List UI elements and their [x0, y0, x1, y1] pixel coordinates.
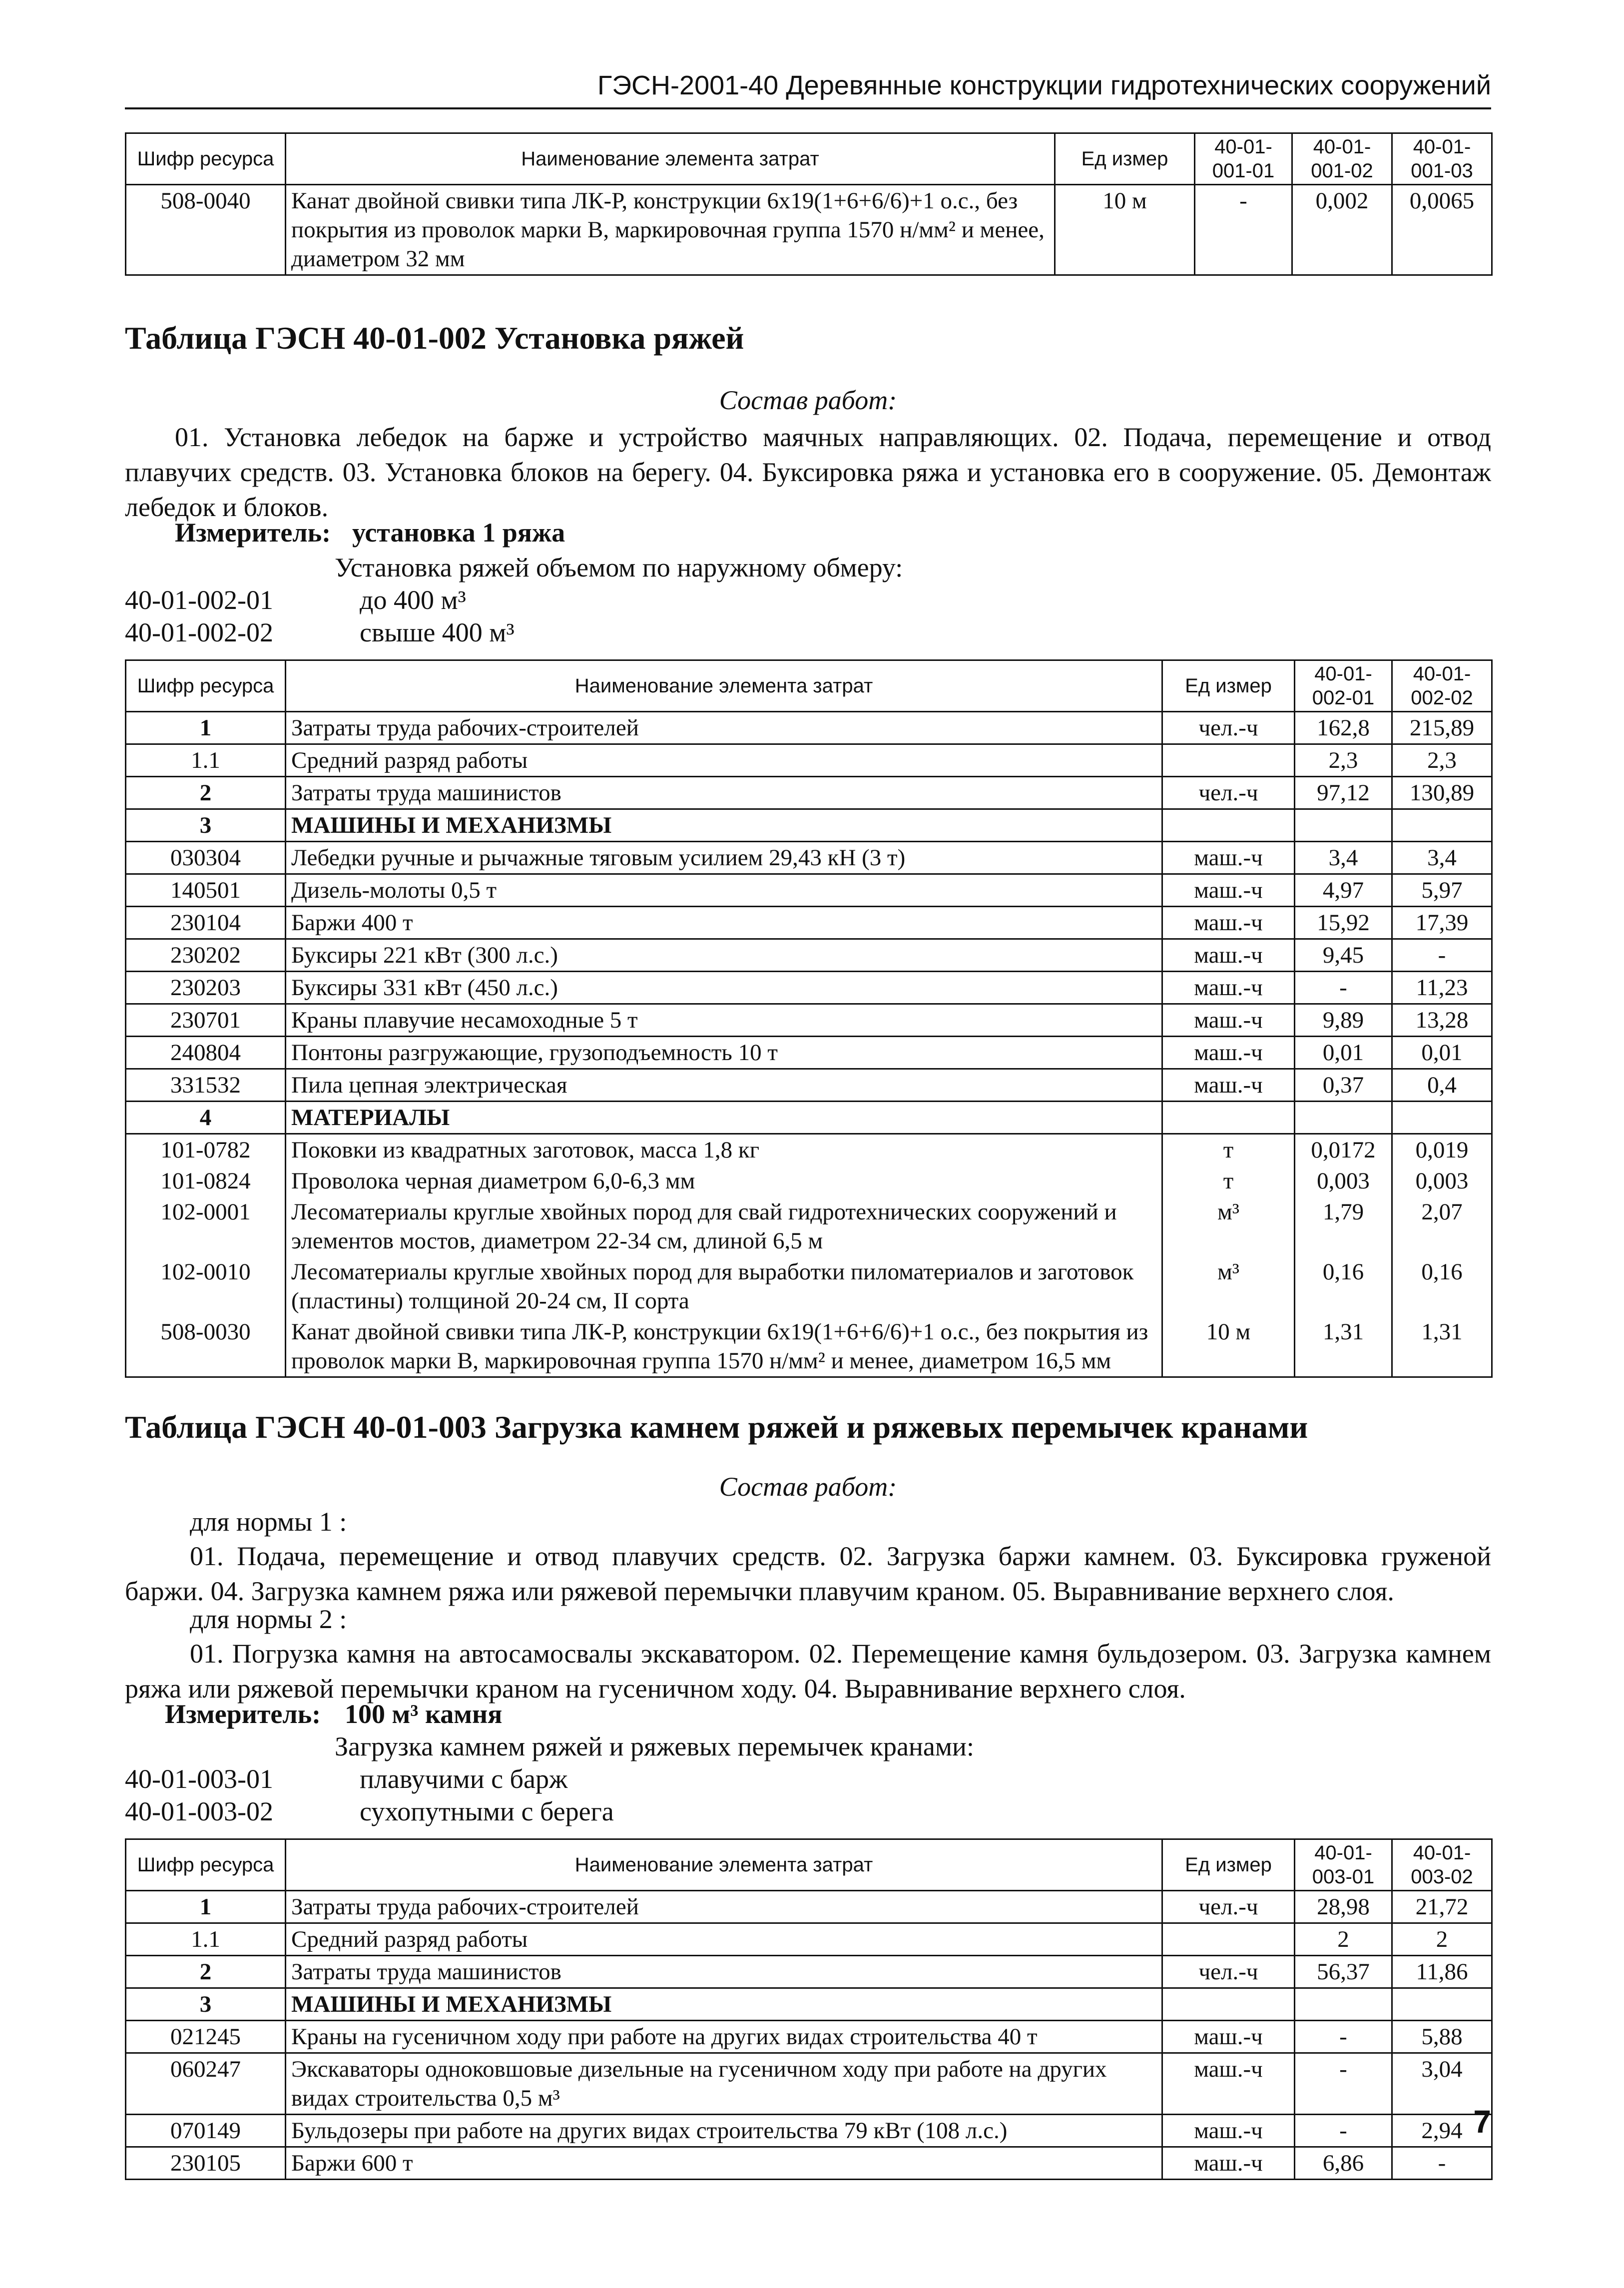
- resource-table-40-01-003: [125, 1838, 1493, 2180]
- norm-value-cell: 15,92: [1295, 907, 1392, 939]
- resource-name-cell: Проволока черная диаметром 6,0-6,3 мм: [286, 1165, 1162, 1196]
- table-row: [126, 2147, 1492, 2180]
- norm-value-cell: 0,0065: [1392, 185, 1492, 275]
- column-header: 40-01-003-01: [1295, 1839, 1392, 1891]
- resource-name-cell: Поковки из квадратных заготовок, масса 1,8 кг: [286, 1134, 1162, 1166]
- resource-name-cell: Лесоматериалы круглые хвойных пород для выработки пиломатериалов и заготовок (пластины) толщиной 20-24 см, II сорта: [286, 1256, 1162, 1316]
- unit-cell: чел.-ч: [1162, 712, 1295, 744]
- unit-cell: [1162, 744, 1295, 777]
- norm-value-cell: 11,23: [1392, 972, 1492, 1004]
- resource-code-cell: 140501: [126, 874, 286, 907]
- unit-cell: маш.-ч: [1162, 2021, 1295, 2053]
- resource-name-cell: Краны на гусеничном ходу при работе на других видах строительства 40 т: [286, 2021, 1162, 2053]
- column-header: 40-01-001-01: [1195, 133, 1292, 185]
- resource-code-cell: 060247: [126, 2053, 286, 2115]
- norm-text: сухопутными с берега: [360, 1796, 614, 1826]
- resource-name-cell: Буксиры 221 кВт (300 л.с.): [286, 939, 1162, 972]
- unit-cell: маш.-ч: [1162, 939, 1295, 972]
- norm-value-cell: 17,39: [1392, 907, 1492, 939]
- work-composition-text: 01. Установка лебедок на барже и устройство маячных направляющих. 02. Подача, перемещение и отвод плавучих средств. 03. Установка блоков на берегу. 04. Буксировка ряжа и установка его в сооружение. 05. Демонтаж лебедок и блоков.: [125, 422, 1491, 522]
- unit-cell: маш.-ч: [1162, 972, 1295, 1004]
- table-title-40-01-002: Таблица ГЭСН 40-01-002 Установка ряжей: [125, 320, 744, 356]
- column-header: 40-01-002-02: [1392, 660, 1492, 712]
- column-header: 40-01-001-02: [1292, 133, 1392, 185]
- table-row: [126, 712, 1492, 744]
- resource-name-cell: МАТЕРИАЛЫ: [286, 1102, 1162, 1134]
- column-header: Шифр ресурса: [126, 1839, 286, 1891]
- resource-code-cell: 021245: [126, 2021, 286, 2053]
- resource-code-cell: 2: [126, 1956, 286, 1988]
- meter-value: установка 1 ряжа: [352, 518, 565, 548]
- norm-value-cell: 0,16: [1295, 1256, 1392, 1316]
- unit-cell: маш.-ч: [1162, 1037, 1295, 1069]
- resource-code-cell: 3: [126, 809, 286, 842]
- norm-value-cell: 97,12: [1295, 777, 1392, 809]
- table-row: [126, 1004, 1492, 1037]
- unit-cell: [1162, 1988, 1295, 2021]
- norm-value-cell: 0,16: [1392, 1256, 1492, 1316]
- table-row: [126, 2021, 1492, 2053]
- table-row: [126, 1134, 1492, 1166]
- norm-value-cell: [1392, 1102, 1492, 1134]
- resource-code-cell: 1: [126, 712, 286, 744]
- resource-code-cell: 1: [126, 1891, 286, 1923]
- column-header: Наименование элемента затрат: [286, 133, 1055, 185]
- resource-code-cell: 2: [126, 777, 286, 809]
- unit-cell: 10 м: [1055, 185, 1195, 275]
- resource-code-cell: 030304: [126, 842, 286, 874]
- unit-cell: маш.-ч: [1162, 2115, 1295, 2147]
- norm-value-cell: 21,72: [1392, 1891, 1492, 1923]
- resource-name-cell: Канат двойной свивки типа ЛК-Р, конструкции 6х19(1+6+6/6)+1 о.с., без покрытия из проволок марки В, маркировочная группа 1570 н/мм² и менее, диаметром 32 мм: [286, 185, 1055, 275]
- norm-value-cell: 9,89: [1295, 1004, 1392, 1037]
- unit-cell: чел.-ч: [1162, 1956, 1295, 1988]
- norm-value-cell: -: [1392, 2147, 1492, 2180]
- table-row: [126, 2053, 1492, 2115]
- column-header: Ед измер: [1162, 1839, 1295, 1891]
- unit-cell: [1162, 1102, 1295, 1134]
- work-composition-heading: Состав работ:: [719, 385, 897, 415]
- resource-code-cell: 230105: [126, 2147, 286, 2180]
- norm-code: 40-01-002-01: [125, 585, 273, 615]
- unit-cell: [1162, 1923, 1295, 1956]
- column-header: 40-01-003-02: [1392, 1839, 1492, 1891]
- table-row: [126, 1956, 1492, 1988]
- norms-subtitle: Установка ряжей объемом по наружному обмеру:: [335, 553, 903, 582]
- norm-value-cell: 0,37: [1295, 1069, 1392, 1102]
- norm-value-cell: [1295, 1988, 1392, 2021]
- resource-code-cell: 1.1: [126, 1923, 286, 1956]
- norm-value-cell: 5,97: [1392, 874, 1492, 907]
- table-row: [126, 972, 1492, 1004]
- column-header: 40-01-001-03: [1392, 133, 1492, 185]
- header-rule: [125, 107, 1491, 109]
- norm-value-cell: [1295, 809, 1392, 842]
- norm-value-cell: 56,37: [1295, 1956, 1392, 1988]
- norm-value-cell: -: [1392, 939, 1492, 972]
- table-row: [126, 1165, 1492, 1196]
- norm-value-cell: 11,86: [1392, 1956, 1492, 1988]
- norm-text: свыше 400 м³: [360, 617, 515, 647]
- norm-value-cell: 1,31: [1295, 1316, 1392, 1377]
- table-row: [126, 939, 1492, 972]
- table-row: [126, 185, 1492, 275]
- norm-value-cell: 0,4: [1392, 1069, 1492, 1102]
- table-row: [126, 1037, 1492, 1069]
- resource-code-cell: 102-0010: [126, 1256, 286, 1316]
- table-row: [126, 1988, 1492, 2021]
- norm-value-cell: 215,89: [1392, 712, 1492, 744]
- norm2-text: 01. Погрузка камня на автосамосвалы экскаватором. 02. Перемещение камня бульдозером. 03. Загрузка камнем ряжа или ряжевой перемычки краном на гусеничном ходу. 04. Выравнивание верхнего слоя.: [125, 1639, 1491, 1704]
- resource-code-cell: 230104: [126, 907, 286, 939]
- resource-name-cell: МАШИНЫ И МЕХАНИЗМЫ: [286, 809, 1162, 842]
- norm-value-cell: 1,31: [1392, 1316, 1492, 1377]
- resource-code-cell: 070149: [126, 2115, 286, 2147]
- norm-value-cell: 0,01: [1392, 1037, 1492, 1069]
- norm-text: до 400 м³: [360, 585, 466, 615]
- norm-value-cell: 2,07: [1392, 1196, 1492, 1256]
- resource-table-40-01-001: [125, 132, 1493, 276]
- unit-cell: т: [1162, 1165, 1295, 1196]
- table-row: [126, 874, 1492, 907]
- meter-value: 100 м³ камня: [345, 1699, 503, 1729]
- norm-value-cell: -: [1295, 2021, 1392, 2053]
- norm-value-cell: 2: [1392, 1923, 1492, 1956]
- norm-value-cell: -: [1295, 972, 1392, 1004]
- resource-code-cell: 1.1: [126, 744, 286, 777]
- column-header: Наименование элемента затрат: [286, 660, 1162, 712]
- norm-value-cell: 2,3: [1392, 744, 1492, 777]
- unit-cell: маш.-ч: [1162, 874, 1295, 907]
- norm-value-cell: 1,79: [1295, 1196, 1392, 1256]
- norm-value-cell: 0,002: [1292, 185, 1392, 275]
- resource-code-cell: 508-0040: [126, 185, 286, 275]
- table-row: [126, 809, 1492, 842]
- norm-text: плавучими с барж: [360, 1764, 568, 1794]
- resource-name-cell: Экскаваторы одноковшовые дизельные на гусеничном ходу при работе на других видах строительства 0,5 м³: [286, 2053, 1162, 2115]
- resource-code-cell: 4: [126, 1102, 286, 1134]
- table-row: [126, 907, 1492, 939]
- unit-cell: маш.-ч: [1162, 842, 1295, 874]
- norm-value-cell: 2,3: [1295, 744, 1392, 777]
- running-header: ГЭСН-2001-40 Деревянные конструкции гидротехнических сооружений: [597, 70, 1491, 100]
- resource-code-cell: 102-0001: [126, 1196, 286, 1256]
- norm2-label: для нормы 2 :: [190, 1604, 347, 1634]
- norm-value-cell: 0,019: [1392, 1134, 1492, 1166]
- norm-value-cell: 0,003: [1392, 1165, 1492, 1196]
- unit-cell: маш.-ч: [1162, 2147, 1295, 2180]
- resource-name-cell: Краны плавучие несамоходные 5 т: [286, 1004, 1162, 1037]
- resource-name-cell: Лебедки ручные и рычажные тяговым усилием 29,43 кН (3 т): [286, 842, 1162, 874]
- unit-cell: маш.-ч: [1162, 1069, 1295, 1102]
- norm-value-cell: 0,003: [1295, 1165, 1392, 1196]
- norm-value-cell: 5,88: [1392, 2021, 1492, 2053]
- table-row: [126, 1069, 1492, 1102]
- norm-value-cell: 3,4: [1392, 842, 1492, 874]
- resource-name-cell: Понтоны разгружающие, грузоподъемность 10 т: [286, 1037, 1162, 1069]
- unit-cell: м³: [1162, 1256, 1295, 1316]
- resource-code-cell: 230701: [126, 1004, 286, 1037]
- norm-value-cell: 2,94: [1392, 2115, 1492, 2147]
- meter-label: Измеритель:: [175, 518, 331, 548]
- column-header: Ед измер: [1162, 660, 1295, 712]
- resource-name-cell: МАШИНЫ И МЕХАНИЗМЫ: [286, 1988, 1162, 2021]
- norm-value-cell: 3,4: [1295, 842, 1392, 874]
- resource-code-cell: 240804: [126, 1037, 286, 1069]
- table-row: [126, 777, 1492, 809]
- column-header: 40-01-002-01: [1295, 660, 1392, 712]
- norm-value-cell: 130,89: [1392, 777, 1492, 809]
- norm-value-cell: 0,01: [1295, 1037, 1392, 1069]
- norm-code: 40-01-003-01: [125, 1764, 273, 1794]
- unit-cell: 10 м: [1162, 1316, 1295, 1377]
- meter-label: Измеритель:: [165, 1699, 321, 1729]
- resource-code-cell: 3: [126, 1988, 286, 2021]
- unit-cell: маш.-ч: [1162, 907, 1295, 939]
- table-row: [126, 842, 1492, 874]
- resource-name-cell: Затраты труда машинистов: [286, 1956, 1162, 1988]
- norm-value-cell: 4,97: [1295, 874, 1392, 907]
- norm-value-cell: 28,98: [1295, 1891, 1392, 1923]
- resource-name-cell: Буксиры 331 кВт (450 л.с.): [286, 972, 1162, 1004]
- table-row: [126, 1923, 1492, 1956]
- work-composition-heading: Состав работ:: [719, 1472, 897, 1502]
- resource-code-cell: 101-0824: [126, 1165, 286, 1196]
- table-title-40-01-003: Таблица ГЭСН 40-01-003 Загрузка камнем ряжей и ряжевых перемычек кранами: [125, 1409, 1308, 1445]
- resource-name-cell: Канат двойной свивки типа ЛК-Р, конструкции 6х19(1+6+6/6)+1 о.с., без покрытия из проволок марки В, маркировочная группа 1570 н/мм² и менее, диаметром 16,5 мм: [286, 1316, 1162, 1377]
- unit-cell: маш.-ч: [1162, 1004, 1295, 1037]
- norm-value-cell: 9,45: [1295, 939, 1392, 972]
- resource-name-cell: Средний разряд работы: [286, 1923, 1162, 1956]
- resource-name-cell: Пила цепная электрическая: [286, 1069, 1162, 1102]
- table-row: [126, 2115, 1492, 2147]
- norm-value-cell: [1295, 1102, 1392, 1134]
- resource-name-cell: Затраты труда рабочих-строителей: [286, 1891, 1162, 1923]
- unit-cell: чел.-ч: [1162, 1891, 1295, 1923]
- norm-value-cell: 3,04: [1392, 2053, 1492, 2115]
- column-header: Шифр ресурса: [126, 133, 286, 185]
- norms-subtitle: Загрузка камнем ряжей и ряжевых перемычек кранами:: [335, 1731, 974, 1761]
- resource-code-cell: 230202: [126, 939, 286, 972]
- table-row: [126, 1256, 1492, 1316]
- resource-name-cell: Лесоматериалы круглые хвойных пород для свай гидротехнических сооружений и элементов мостов, диаметром 22-34 см, длиной 6,5 м: [286, 1196, 1162, 1256]
- table-row: [126, 1196, 1492, 1256]
- norm-value-cell: 0,0172: [1295, 1134, 1392, 1166]
- table-row: [126, 1891, 1492, 1923]
- unit-cell: маш.-ч: [1162, 2053, 1295, 2115]
- norm-value-cell: -: [1295, 2115, 1392, 2147]
- resource-code-cell: 331532: [126, 1069, 286, 1102]
- norm-value-cell: 162,8: [1295, 712, 1392, 744]
- column-header: Ед измер: [1055, 133, 1195, 185]
- unit-cell: [1162, 809, 1295, 842]
- column-header: Шифр ресурса: [126, 660, 286, 712]
- norm-value-cell: -: [1295, 2053, 1392, 2115]
- resource-code-cell: 230203: [126, 972, 286, 1004]
- table-row: [126, 1316, 1492, 1377]
- norm-value-cell: -: [1195, 185, 1292, 275]
- resource-code-cell: 101-0782: [126, 1134, 286, 1166]
- unit-cell: чел.-ч: [1162, 777, 1295, 809]
- page-number: 7: [1473, 2104, 1491, 2140]
- resource-name-cell: Бульдозеры при работе на других видах строительства 79 кВт (108 л.с.): [286, 2115, 1162, 2147]
- resource-name-cell: Баржи 400 т: [286, 907, 1162, 939]
- resource-name-cell: Средний разряд работы: [286, 744, 1162, 777]
- resource-table-40-01-002: [125, 659, 1493, 1378]
- norm-value-cell: 13,28: [1392, 1004, 1492, 1037]
- resource-name-cell: Дизель-молоты 0,5 т: [286, 874, 1162, 907]
- norm1-label: для нормы 1 :: [190, 1507, 347, 1537]
- norm-value-cell: [1392, 1988, 1492, 2021]
- norm-value-cell: 2: [1295, 1923, 1392, 1956]
- unit-cell: т: [1162, 1134, 1295, 1166]
- norm-value-cell: 6,86: [1295, 2147, 1392, 2180]
- resource-code-cell: 508-0030: [126, 1316, 286, 1377]
- norm-code: 40-01-002-02: [125, 617, 273, 647]
- table-row: [126, 744, 1492, 777]
- column-header: Наименование элемента затрат: [286, 1839, 1162, 1891]
- unit-cell: м³: [1162, 1196, 1295, 1256]
- resource-name-cell: Баржи 600 т: [286, 2147, 1162, 2180]
- norm-value-cell: [1392, 809, 1492, 842]
- norm-code: 40-01-003-02: [125, 1796, 273, 1826]
- resource-name-cell: Затраты труда рабочих-строителей: [286, 712, 1162, 744]
- resource-name-cell: Затраты труда машинистов: [286, 777, 1162, 809]
- table-row: [126, 1102, 1492, 1134]
- norm1-text: 01. Подача, перемещение и отвод плавучих средств. 02. Загрузка баржи камнем. 03. Буксировка груженой баржи. 04. Загрузка камнем ряжа или ряжевой перемычки плавучим краном. 05. Выравнивание верхнего слоя.: [125, 1541, 1491, 1606]
